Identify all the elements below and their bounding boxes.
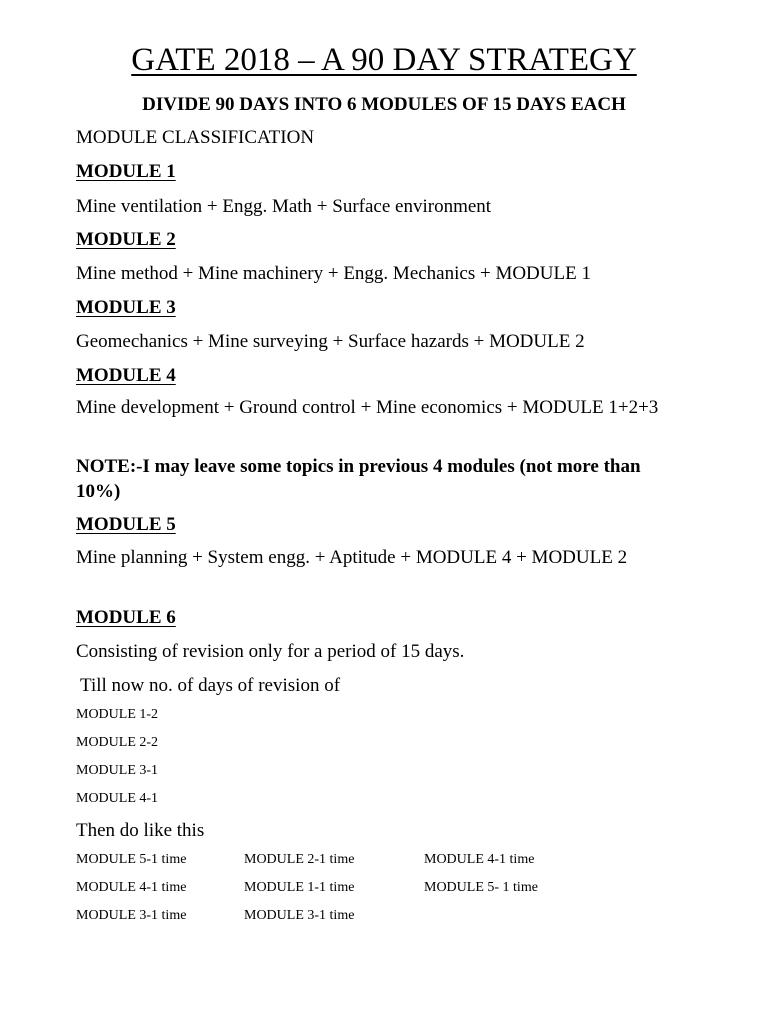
schedule-cell: MODULE 1-1 time — [244, 880, 355, 895]
module-3-heading: MODULE 3 — [76, 297, 176, 318]
module-2-text: Mine method + Mine machinery + Engg. Mechanics + MODULE 1 — [76, 263, 591, 284]
module-1-heading: MODULE 1 — [76, 161, 176, 182]
schedule-cell: MODULE 2-1 time — [244, 852, 355, 867]
module-6-text: Consisting of revision only for a period of 15 days. — [76, 641, 465, 662]
note-text: NOTE:-I may leave some topics in previous 4 modules (not more than 10%) — [76, 456, 641, 502]
module-6-heading: MODULE 6 — [76, 607, 176, 628]
page-title: GATE 2018 – A 90 DAY STRATEGY — [131, 42, 637, 78]
revision-item: MODULE 3-1 — [76, 763, 159, 778]
module-1-text: Mine ventilation + Engg. Math + Surface environment — [76, 196, 492, 217]
revision-intro: Till now no. of days of revision of — [80, 675, 341, 696]
revision-item: MODULE 2-2 — [76, 735, 159, 750]
page-subtitle: DIVIDE 90 DAYS INTO 6 MODULES OF 15 DAYS EACH — [142, 94, 626, 115]
then-text: Then do like this — [76, 820, 205, 841]
module-4-heading: MODULE 4 — [76, 365, 176, 386]
revision-item: MODULE 4-1 — [76, 791, 159, 806]
classification-label: MODULE CLASSIFICATION — [76, 127, 315, 148]
schedule-cell: MODULE 5- 1 time — [424, 880, 538, 895]
module-4-text: Mine development + Ground control + Mine economics + MODULE 1+2+3 — [76, 397, 659, 418]
module-3-text: Geomechanics + Mine surveying + Surface hazards + MODULE 2 — [76, 331, 585, 352]
schedule-cell: MODULE 4-1 time — [76, 880, 187, 895]
schedule-cell: MODULE 5-1 time — [76, 852, 187, 867]
schedule-cell: MODULE 4-1 time — [424, 852, 535, 867]
schedule-cell: MODULE 3-1 time — [244, 908, 355, 923]
module-5-heading: MODULE 5 — [76, 514, 176, 535]
schedule-cell: MODULE 3-1 time — [76, 908, 187, 923]
module-2-heading: MODULE 2 — [76, 229, 176, 250]
module-5-text: Mine planning + System engg. + Aptitude + MODULE 4 + MODULE 2 — [76, 547, 628, 568]
revision-item: MODULE 1-2 — [76, 707, 159, 722]
